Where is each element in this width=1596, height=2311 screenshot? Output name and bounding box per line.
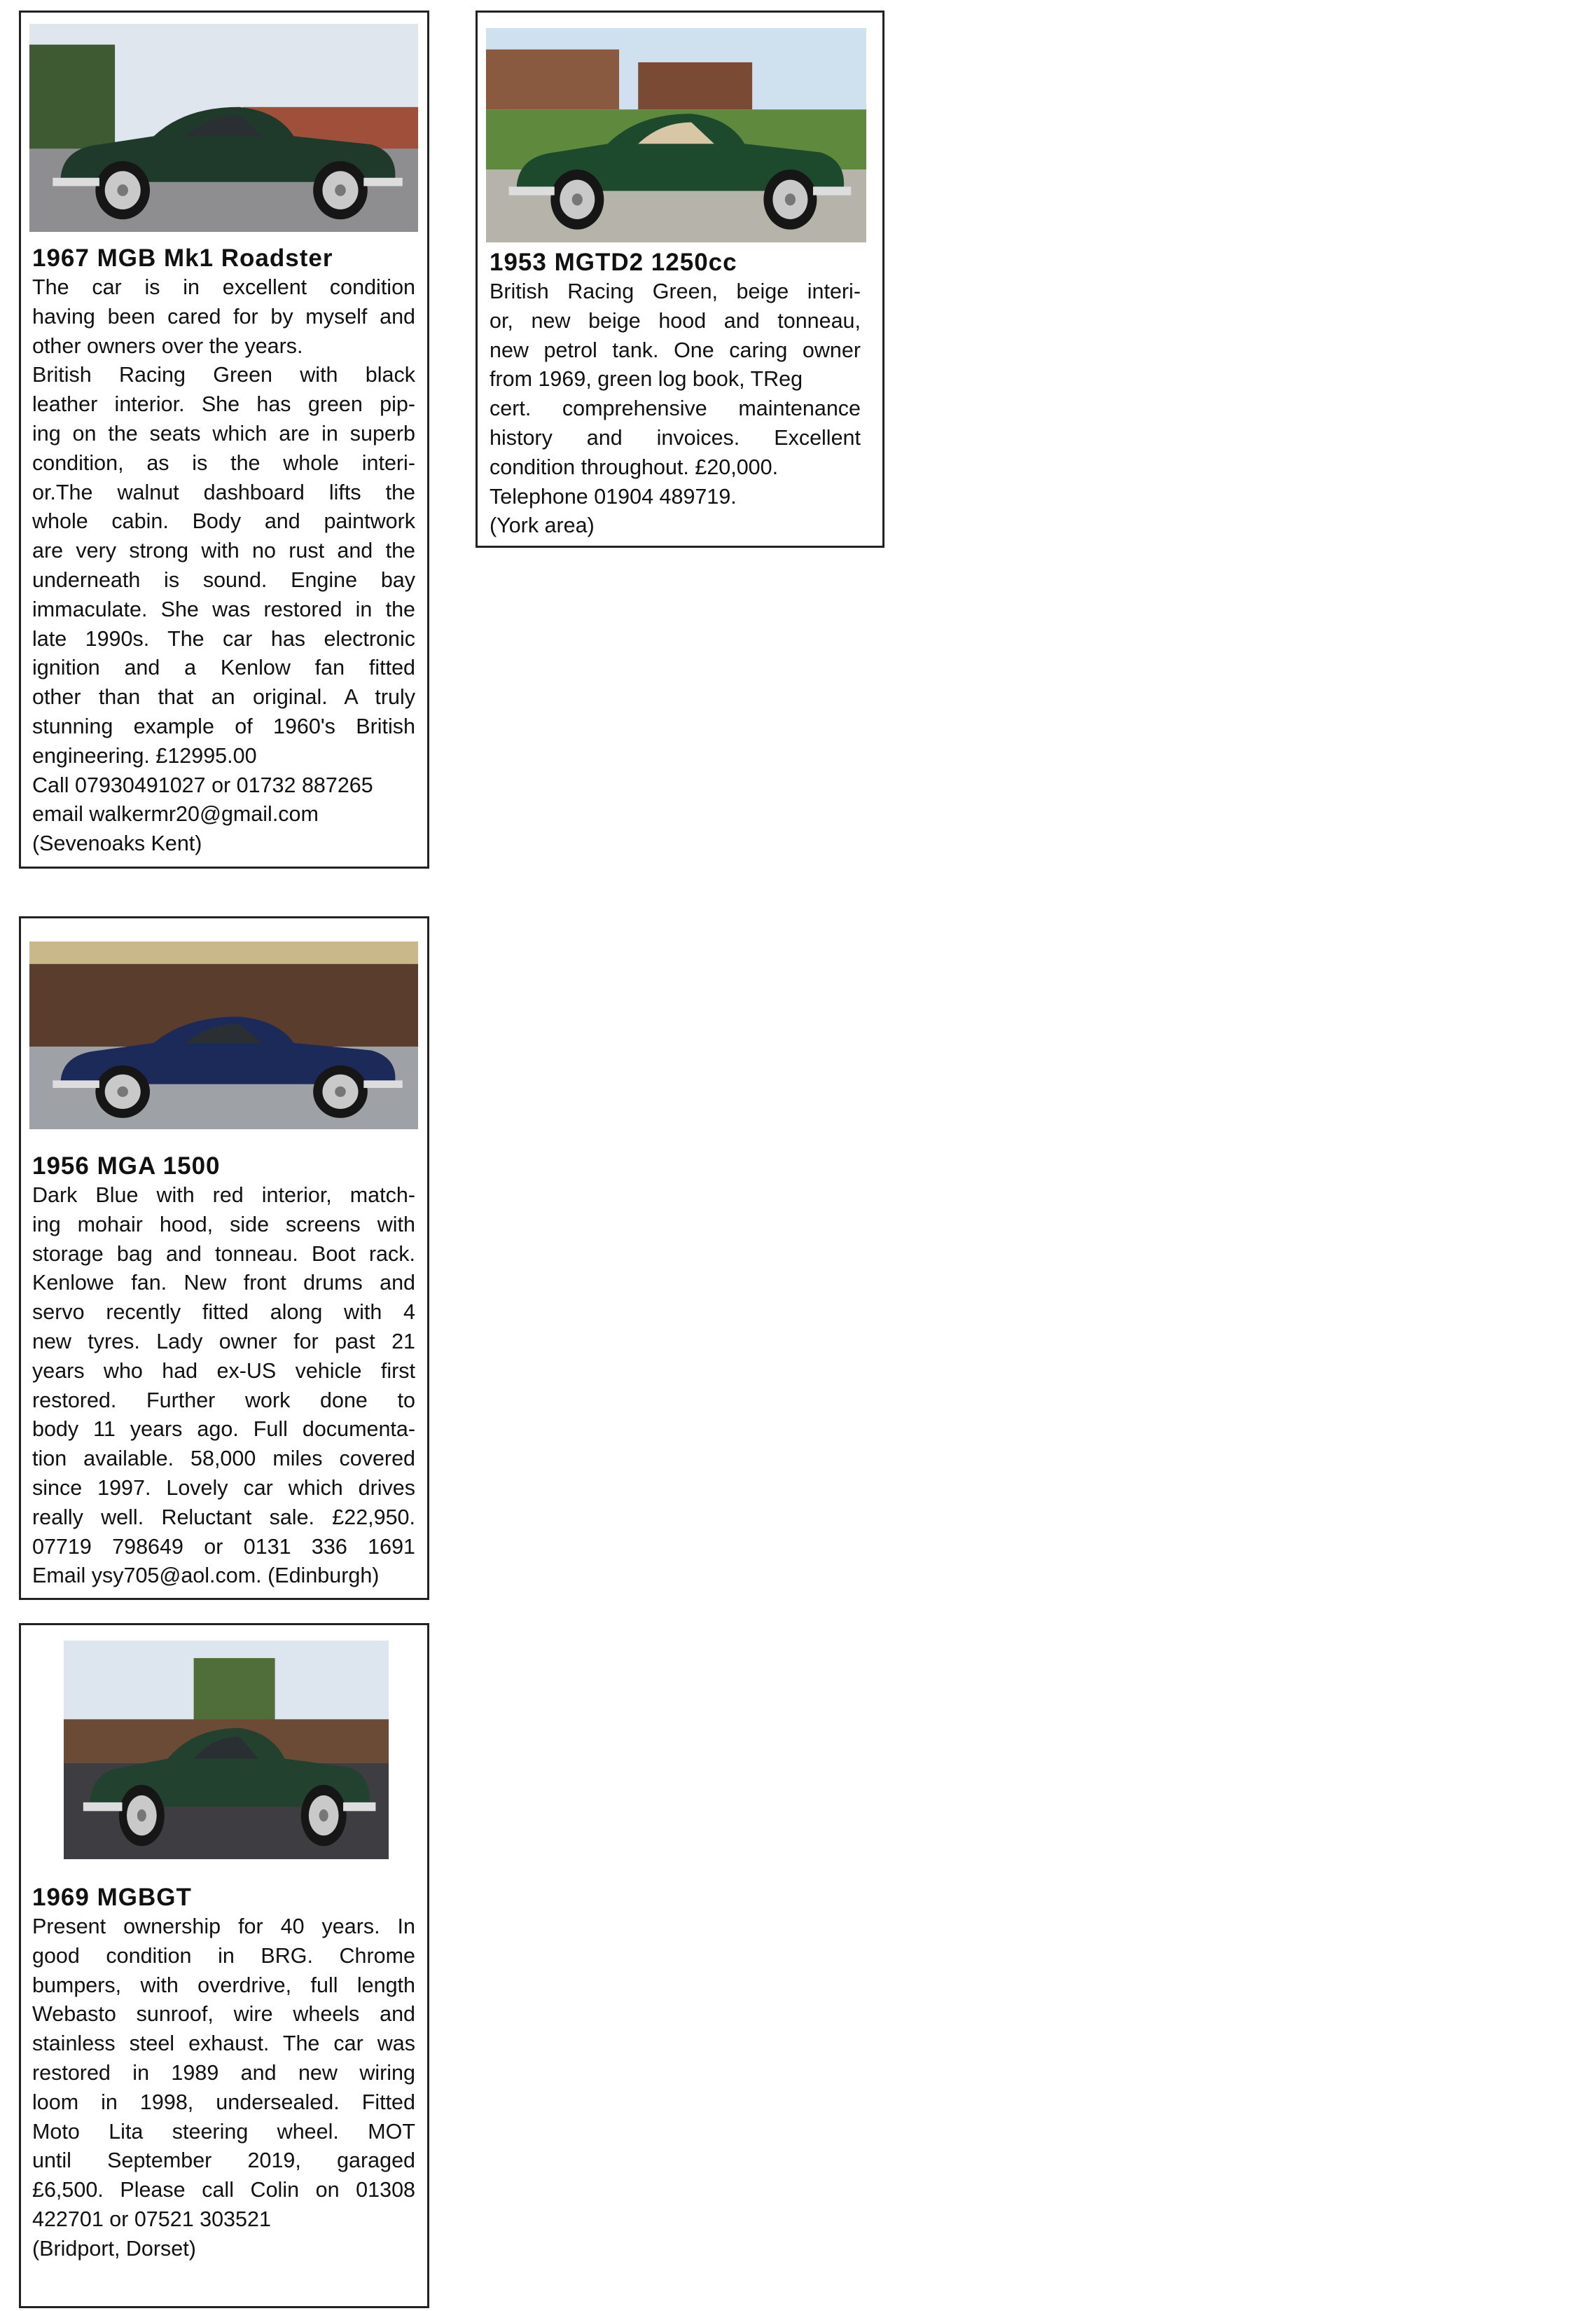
ad-text-line: tion available. 58,000 miles covered (32, 1447, 415, 1471)
car-photo (486, 28, 866, 242)
ad-text-line: (Bridport, Dorset) (32, 2236, 196, 2261)
ad-text-line: £6,500. Please call Colin on 01308 (32, 2178, 415, 2202)
ad-text-line: restored. Further work done to (32, 1388, 415, 1412)
ad-title: 1967 MGB Mk1 Roadster (32, 244, 333, 272)
ad-text (32, 1883, 415, 2264)
ad-text-line: 422701 or 07521 303521 (32, 2207, 271, 2231)
wheel (550, 170, 604, 230)
wheel (763, 170, 817, 230)
ad-text-line: immaculate. She was restored in the (32, 597, 415, 621)
ad-text-line: loom in 1998, undersealed. Fitted (32, 2090, 415, 2114)
ad-text-line: from 1969, green log book, TReg (490, 367, 803, 392)
ad-text-line: whole cabin. Body and paintwork (32, 509, 415, 534)
ad-title: 1956 MGA 1500 (32, 1152, 221, 1180)
ad-body (490, 277, 861, 541)
ad-text-line: since 1997. Lovely car which drives (32, 1475, 415, 1500)
ad-text-line: until September 2019, garaged (32, 2148, 415, 2173)
car-photo (29, 941, 418, 1129)
ad-text-line: engineering. £12995.00 (32, 743, 257, 768)
ad-text-line: ignition and a Kenlow fan fitted (32, 656, 415, 680)
ad-title: 1969 MGBGT (32, 1884, 192, 1911)
car-photo-image (29, 941, 418, 1129)
ad-text-line: Kenlowe fan. New front drums and (32, 1271, 415, 1295)
ad-text-line: bumpers, with overdrive, full length (32, 1973, 415, 1997)
ad-text-line: Email ysy705@aol.com. (Edinburgh) (32, 1564, 380, 1588)
ad-text-line: servo recently fitted along with 4 (32, 1300, 415, 1325)
ad-text (490, 248, 861, 541)
ad-text-line: restored in 1989 and new wiring (32, 2060, 415, 2085)
ad-text-line: body 11 years ago. Full documenta- (32, 1417, 415, 1442)
ad-text-line: years who had ex-US vehicle first (32, 1358, 415, 1383)
ad-text-line: cert. comprehensive maintenance (490, 396, 861, 421)
ad-text-line: condition throughout. £20,000. (490, 455, 779, 479)
car-photo-image (29, 24, 418, 232)
ad-text-line: Call 07930491027 or 01732 887265 (32, 773, 373, 797)
car-photo-image (486, 28, 866, 242)
ad-text-line: underneath is sound. Engine bay (32, 567, 415, 592)
ad-text-line: (Sevenoaks Kent) (32, 832, 202, 856)
wheel (95, 161, 150, 219)
ad-title: 1953 MGTD2 1250cc (490, 249, 737, 276)
ad-body (32, 1181, 415, 1591)
ad-text-line: ing mohair hood, side screens with (32, 1212, 415, 1236)
ad-text-line: stainless steel exhaust. The car was (32, 2031, 415, 2056)
ad-text-line: new petrol tank. One caring owner (490, 338, 861, 362)
ad-text-line: good condition in BRG. Chrome (32, 1943, 415, 1968)
ad-body (32, 273, 415, 859)
ad-text-line: or.The walnut dashboard lifts the (32, 480, 415, 504)
wheel (313, 161, 368, 219)
ad-text-line: Telephone 01904 489719. (490, 484, 737, 509)
ad-text-line: new tyres. Lady owner for past 21 (32, 1329, 415, 1353)
ad-text-line: stunning example of 1960's British (32, 714, 415, 738)
ad-text-line: ing on the seats which are in superb (32, 421, 415, 446)
ad-text-line: having been cared for by myself and (32, 304, 415, 329)
ad-text-line: Present ownership for 40 years. In (32, 1915, 415, 1938)
ad-text-line: The car is in excellent condition (32, 275, 415, 299)
ad-text-line: storage bag and tonneau. Boot rack. (32, 1241, 415, 1266)
ad-text-line: other owners over the years. (32, 333, 303, 358)
ad-text-line: condition, as is the whole interi- (32, 450, 415, 475)
ad-text-line: Dark Blue with red interior, match- (32, 1183, 415, 1207)
car-photo (29, 24, 418, 232)
ad-text-line: (York area) (490, 513, 595, 538)
ad-text-line: Moto Lita steering wheel. MOT (32, 2119, 415, 2144)
ad-text-line: late 1990s. The car has electronic (32, 626, 415, 651)
ad-text-line: email walkermr20@gmail.com (32, 802, 319, 827)
ad-text-line: are very strong with no rust and the (32, 539, 415, 563)
wheel (95, 1065, 150, 1118)
ad-text-line: leather interior. She has green pip- (32, 392, 415, 417)
wheel (301, 1785, 347, 1846)
wheel (313, 1065, 368, 1118)
ad-text-line: British Racing Green, beige interi- (490, 280, 861, 303)
ad-text-line: really well. Reluctant sale. £22,950. (32, 1505, 415, 1529)
ad-text-line: 07719 798649 or 0131 336 1691 (32, 1534, 415, 1559)
ad-body (32, 1912, 415, 2264)
ad-text-line: history and invoices. Excellent (490, 425, 861, 450)
ad-text-line: other than that an original. A truly (32, 685, 415, 710)
ad-text-line: Webasto sunroof, wire wheels and (32, 2002, 415, 2027)
car-photo-image (64, 1641, 389, 1859)
ad-text (32, 244, 415, 859)
car-photo (64, 1641, 389, 1859)
ad-text-line: British Racing Green with black (32, 363, 415, 387)
wheel (119, 1785, 165, 1846)
ad-text-line: or, new beige hood and tonneau, (490, 308, 861, 333)
ad-text (32, 1152, 415, 1591)
